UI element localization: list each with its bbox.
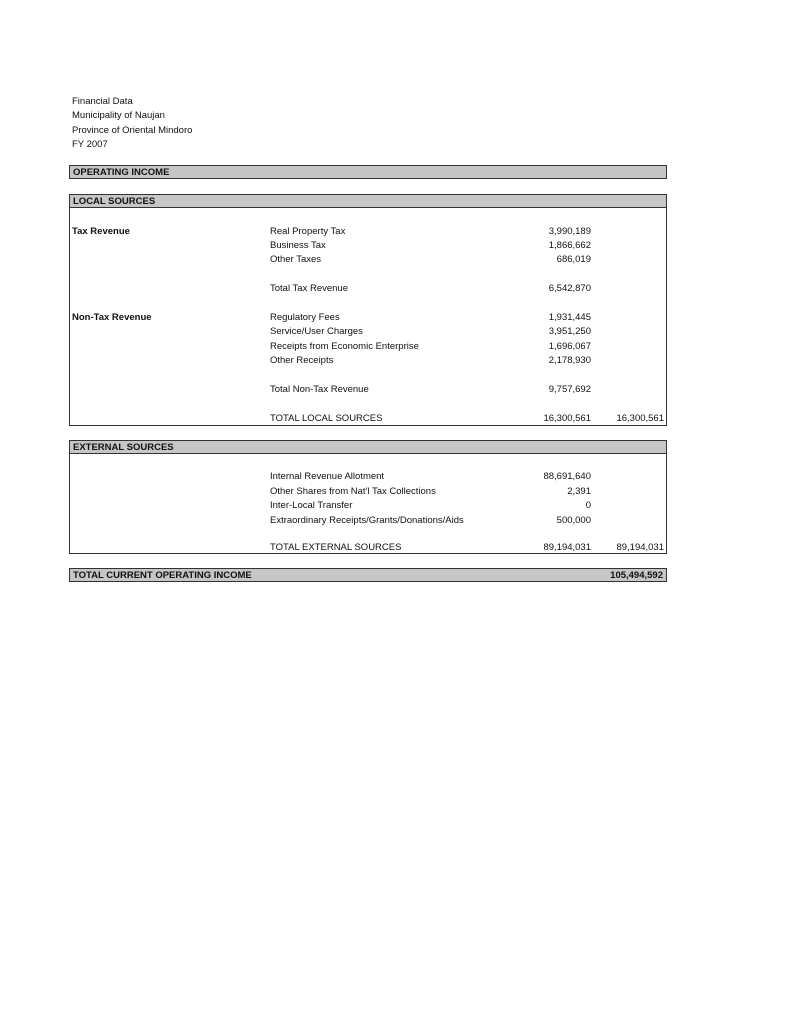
local-sources-label: LOCAL SOURCES — [73, 196, 156, 207]
total-tax-revenue-value: 6,542,870 — [548, 283, 591, 294]
total-operating-income-value: 105,494,592 — [610, 570, 663, 581]
line-item-value: 686,019 — [556, 254, 591, 265]
fiscal-year: FY 2007 — [72, 139, 108, 150]
line-item-value: 3,951,250 — [548, 326, 591, 337]
line-item-value: 2,178,930 — [548, 355, 591, 366]
line-item-label: Business Tax — [270, 240, 326, 251]
line-item-value: 88,691,640 — [543, 471, 591, 482]
external-sources-label: EXTERNAL SOURCES — [73, 442, 174, 453]
line-item-label: Receipts from Economic Enterprise — [270, 341, 419, 352]
total-external-sources-value-right: 89,194,031 — [616, 542, 664, 553]
line-item-label: Extraordinary Receipts/Grants/Donations/Aids — [270, 515, 464, 526]
line-item-value: 2,391 — [567, 486, 591, 497]
doc-title: Financial Data — [72, 96, 133, 107]
line-item-label: Service/User Charges — [270, 326, 363, 337]
line-item-value: 500,000 — [556, 515, 591, 526]
line-item-value: 1,931,445 — [548, 312, 591, 323]
local-sources-header — [69, 194, 667, 208]
line-item-label: Regulatory Fees — [270, 312, 340, 323]
province-name: Province of Oriental Mindoro — [72, 125, 193, 136]
operating-income-header — [69, 165, 667, 179]
line-item-label: Other Taxes — [270, 254, 322, 265]
external-sources-header — [69, 440, 667, 454]
line-item-label: Other Shares from Nat'l Tax Collections — [270, 486, 436, 497]
line-item-value: 3,990,189 — [548, 226, 591, 237]
municipality-name: Municipality of Naujan — [72, 110, 165, 121]
total-external-sources-label: TOTAL EXTERNAL SOURCES — [270, 542, 402, 553]
total-non-tax-revenue-value: 9,757,692 — [548, 384, 591, 395]
line-item-value: 1,696,067 — [548, 341, 591, 352]
line-item-label: Inter-Local Transfer — [270, 500, 353, 511]
line-item-label: Other Receipts — [270, 355, 334, 366]
total-local-sources-value: 16,300,561 — [543, 413, 591, 424]
tax-revenue-category: Tax Revenue — [72, 226, 130, 237]
total-non-tax-revenue-label: Total Non-Tax Revenue — [270, 384, 369, 395]
line-item-value: 1,866,662 — [548, 240, 591, 251]
total-tax-revenue-label: Total Tax Revenue — [270, 283, 348, 294]
total-operating-income-row — [69, 568, 667, 582]
total-external-sources-value: 89,194,031 — [543, 542, 591, 553]
non-tax-revenue-category: Non-Tax Revenue — [72, 312, 152, 323]
line-item-value: 0 — [585, 500, 591, 511]
total-local-sources-label: TOTAL LOCAL SOURCES — [270, 413, 383, 424]
line-item-label: Real Property Tax — [270, 226, 346, 237]
line-item-label: Internal Revenue Allotment — [270, 471, 385, 482]
total-operating-income-label: TOTAL CURRENT OPERATING INCOME — [73, 570, 252, 581]
total-local-sources-value-right: 16,300,561 — [616, 413, 664, 424]
operating-income-label: OPERATING INCOME — [73, 167, 170, 178]
